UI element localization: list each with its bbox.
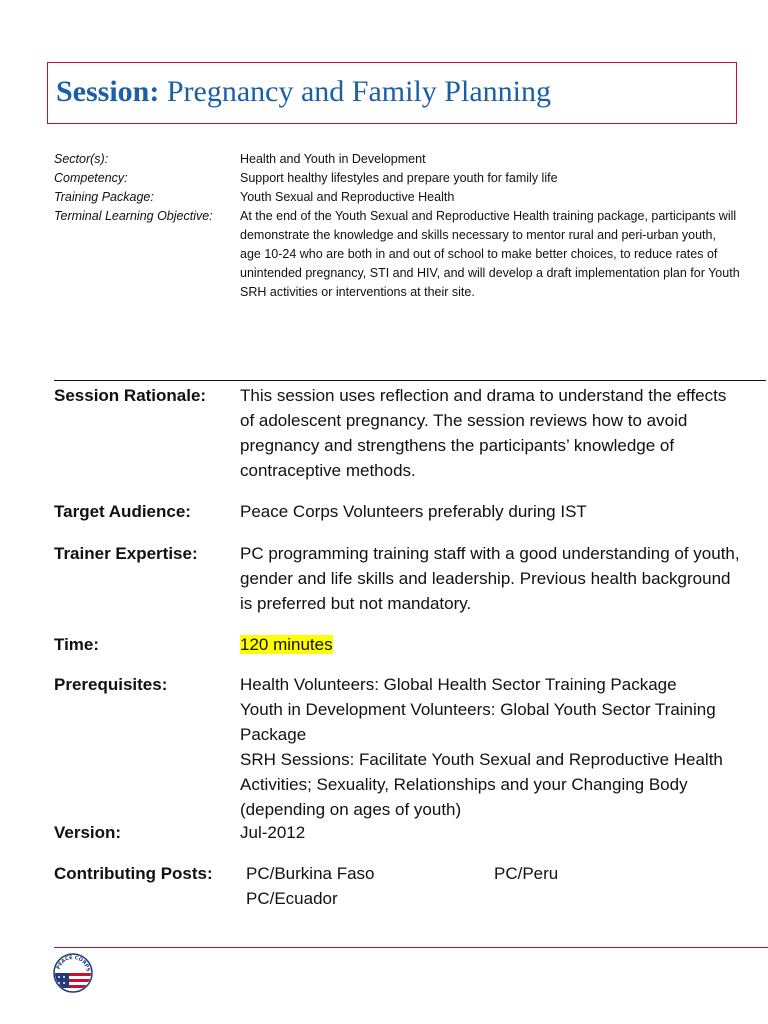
meta-row-objective [54, 207, 754, 302]
posts-list [240, 861, 746, 911]
title-text: Pregnancy and Family Planning [166, 75, 551, 108]
detail-value: Peace Corps Volunteers preferably during IST [240, 502, 587, 521]
detail-value: This session uses reflection and drama to understand the effects of adolescent pregnancy. The session reviews how to avoid pregnancy and strengthens the participants’ knowledge of contraceptive methods. [240, 386, 727, 480]
detail-prerequisites [54, 672, 754, 822]
meta-label: Competency: [54, 171, 128, 185]
meta-row-competency [54, 169, 754, 188]
meta-label: Terminal Learning Objective: [54, 209, 213, 223]
detail-value [240, 672, 740, 822]
detail-value [240, 632, 740, 657]
post-item: PC/Peru [494, 864, 559, 883]
posts-column [494, 861, 734, 911]
detail-version [54, 820, 754, 845]
prerequisite-item: Youth in Development Volunteers: Global Youth Sector Training Package [240, 700, 716, 744]
meta-label: Training Package: [54, 190, 154, 204]
detail-label: Session Rationale: [54, 386, 207, 405]
detail-expertise [54, 541, 754, 616]
title-lead: Session: [56, 75, 160, 108]
detail-label: Contributing Posts: [54, 864, 213, 883]
detail-value: PC programming training staff with a good understanding of youth, gender and life skills and leadership. Previous health background is preferred but not mandatory. [240, 544, 740, 613]
detail-label: Version: [54, 823, 122, 842]
detail-value: Jul-2012 [240, 823, 306, 842]
detail-label: Trainer Expertise: [54, 544, 198, 563]
title-box [47, 62, 737, 124]
detail-rationale [54, 383, 754, 483]
page-title [56, 75, 551, 109]
meta-label: Sector(s): [54, 152, 109, 166]
meta-value: At the end of the Youth Sexual and Reproductive Health training package, participants will demonstrate the knowledge and skills necessary to mentor rural and peri-urban youth, age 10-24 who are both in and out of school to make better choices, to reduce rates of unintended pregnancy, STI and HIV, and will develop a draft implementation plan for Youth SRH activities or interventions at their site. [240, 209, 740, 299]
detail-audience [54, 499, 754, 524]
prerequisite-item: SRH Sessions: Facilitate Youth Sexual and Reproductive Health Activities; Sexuality, Relationships and your Changing Body (depending on ages of youth) [240, 750, 723, 819]
logo-text: PEACE CORPS [55, 954, 91, 973]
meta-row-training-package [54, 188, 754, 207]
time-highlight: 120 minutes [240, 635, 333, 654]
detail-time [54, 632, 754, 657]
prerequisite-item: Health Volunteers: Global Health Sector Training Package [240, 675, 677, 694]
detail-posts [54, 861, 754, 911]
section-divider [54, 380, 766, 381]
detail-label: Time: [54, 635, 100, 654]
meta-value: Health and Youth in Development [240, 152, 426, 166]
post-item: PC/Burkina Faso [246, 864, 375, 883]
meta-value: Support healthy lifestyles and prepare youth for family life [240, 171, 558, 185]
detail-label: Prerequisites: [54, 675, 168, 694]
posts-column [246, 861, 494, 911]
post-item: PC/Ecuador [246, 889, 338, 908]
meta-value: Youth Sexual and Reproductive Health [240, 190, 455, 204]
peace-corps-logo-icon [53, 953, 93, 993]
detail-label: Target Audience: [54, 502, 191, 521]
session-meta [54, 150, 754, 302]
meta-row-sector [54, 150, 754, 169]
footer-divider [54, 947, 768, 948]
